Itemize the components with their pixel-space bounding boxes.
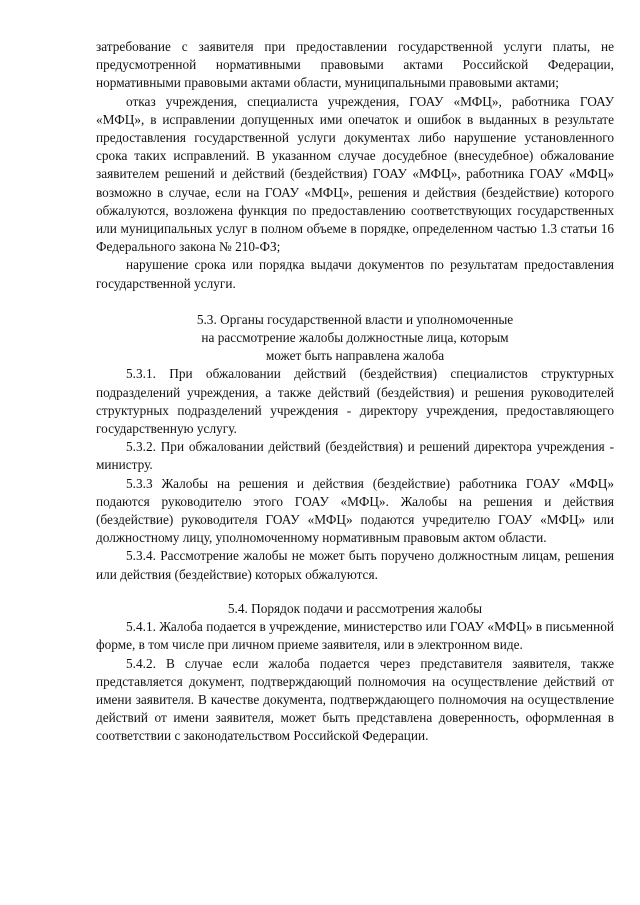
section-heading-line: 5.3. Органы государственной власти и уполномоченные <box>196 311 514 327</box>
section-heading-line: может быть направлена жалоба <box>265 348 445 364</box>
paragraph-5-3-2: 5.3.2. При обжаловании действий (бездействия) и решений директора учреждения - министру. <box>96 439 614 473</box>
paragraph-5-4-1: 5.4.1. Жалоба подается в учреждение, министерство или ГОАУ «МФЦ» в письменной форме, в том числе при личном приеме заявителя, или в электронном виде. <box>96 619 614 653</box>
section-5-3-heading <box>96 311 614 366</box>
paragraph-5-3-4: 5.3.4. Рассмотрение жалобы не может быть поручено должностным лицам, решения или действия (бездействие) которых обжалуются. <box>96 548 614 582</box>
paragraph-corrections-refusal: отказ учреждения, специалиста учреждения, ГОАУ «МФЦ», работника ГОАУ «МФЦ», в исправлении допущенных ими опечаток и ошибок в выданных в результате предоставления государственной услуги документах либо нарушение установленного срока таких исправлений. В указанном случае досудебное (внесудебное) обжалование заявителем решений и действий (бездействия) ГОАУ «МФЦ», работника ГОАУ «МФЦ» возможно в случае, если на ГОАУ «МФЦ», решения и действия (бездействие) которого обжалуются, возложена функция по предоставлению соответствующих государственных или муниципальных услуг в полном объеме в порядке, определенном частью 1.3 статьи 16 Федерального закона № 210-ФЗ; <box>96 93 614 255</box>
paragraph-issuance-violation: нарушение срока или порядка выдачи документов по результатам предоставления государственной услуги. <box>96 257 614 291</box>
section-spacer <box>96 584 614 600</box>
paragraph-5-3-1: 5.3.1. При обжаловании действий (бездействия) специалистов структурных подразделений учреждения, а также действий (бездействия) и решения руководителей структурных подразделений учреждения - директору учреждения, предоставляющего государственную услугу. <box>96 366 614 437</box>
section-5-4-heading: 5.4. Порядок подачи и рассмотрения жалобы <box>227 600 483 616</box>
paragraph-5-4-2: 5.4.2. В случае если жалоба подается через представителя заявителя, также представляется документ, подтверждающий полномочия на осуществление действий от имени заявителя. В качестве документа, подтверждающего полномочия на осуществление действий от имени заявителя, может быть представлена доверенность, оформленная в соответствии с законодательством Российской Федерации. <box>96 655 614 744</box>
section-spacer <box>96 293 614 311</box>
paragraph-5-3-3: 5.3.3 Жалобы на решения и действия (бездействие) работника ГОАУ «МФЦ» подаются руководителю этого ГОАУ «МФЦ». Жалобы на решения и действия (бездействие) руководителя ГОАУ «МФЦ» подаются учредителю ГОАУ «МФЦ» или должностному лицу, уполномоченному нормативным правовым актом области. <box>96 475 614 546</box>
section-heading-line: на рассмотрение жалобы должностные лица, которым <box>201 330 509 346</box>
paragraph-fees: затребование с заявителя при предоставлении государственной услуги платы, не предусмотренной нормативными правовыми актами Российской Федерации, нормативными правовыми актами области, муниципальными правовыми актами; <box>96 39 614 91</box>
